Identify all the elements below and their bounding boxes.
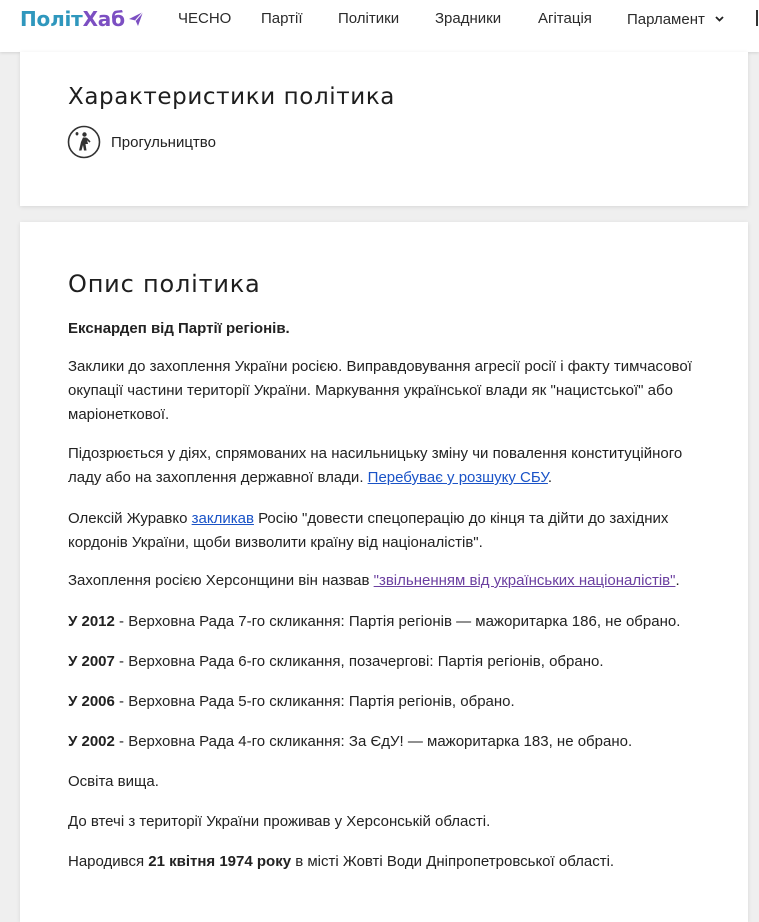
- nav-link-politicians[interactable]: Політики: [338, 10, 400, 27]
- description-paragraph-1: Заклики до захоплення України росією. Виправдовування агресії росії і факту тимчасової окупації частини території України. Маркування української влади як "нацистської" або маріонеткової.: [68, 358, 692, 423]
- nav-dropdown-parliament-label: Парламент: [627, 10, 705, 28]
- paper-plane-icon: [128, 11, 144, 27]
- career-entry-2002: [68, 730, 708, 754]
- nav-link-agitation[interactable]: Агітація: [538, 10, 592, 27]
- residence-text: До втечі з території України проживав у Херсонській області.: [68, 813, 491, 830]
- trait-item[interactable]: [67, 125, 216, 159]
- description-paragraph-4: [68, 569, 708, 593]
- birth-before: Народився: [68, 853, 149, 870]
- liberation-quote-link[interactable]: "звільненням від українських націоналістів": [373, 572, 676, 589]
- p3-before: Олексій Журавко: [68, 510, 192, 527]
- career-year: У 2007: [68, 653, 115, 670]
- career-entry-2012: [68, 610, 708, 634]
- nav-link-parties[interactable]: Партії: [261, 10, 303, 27]
- description-paragraph-3: [68, 507, 708, 555]
- career-entry-2006: [68, 690, 708, 714]
- description-intro: [68, 317, 708, 341]
- career-text: - Верховна Рада 4-го скликання: За ЄдУ! — мажоритарка 183, не обрано.: [114, 733, 633, 750]
- logo-text-part2: Хаб: [82, 7, 125, 31]
- birth-text: [68, 850, 708, 874]
- nav-overflow-edge: [756, 10, 758, 26]
- intro-text: Екснардеп від Партії регіонів.: [68, 320, 290, 337]
- chevron-down-icon: [715, 16, 724, 22]
- nav-link-chesno[interactable]: ЧЕСНО: [178, 10, 232, 27]
- traits-title: Характеристики політика: [68, 84, 396, 110]
- birth-date: 21 квітня 1974 року: [148, 853, 292, 870]
- career-text: - Верховна Рада 7-го скликання: Партія регіонів — мажоритарка 186, не обрано.: [114, 613, 681, 630]
- site-logo[interactable]: [20, 6, 144, 32]
- career-year: У 2006: [68, 693, 115, 710]
- birth-after: в місті Жовті Води Дніпропетровської області.: [291, 853, 615, 870]
- sbu-wanted-link[interactable]: Перебуває у розшуку СБУ: [367, 469, 548, 486]
- p4-before: Захоплення росією Херсонщини він назвав: [68, 572, 374, 589]
- p2-text: Підозрюється у діях, спрямованих на насильницьку зміну чи повалення конституційного ладу або на захоплення державної влади.: [68, 445, 683, 486]
- description-paragraph-2: [68, 442, 708, 490]
- nav-link-traitors[interactable]: Зрадники: [435, 10, 502, 27]
- top-navigation-bar: [0, 0, 759, 52]
- traits-card: [20, 52, 748, 206]
- career-text: - Верховна Рада 6-го скликання, позачергові: Партія регіонів, обрано.: [114, 653, 604, 670]
- career-entry-2007: [68, 650, 708, 674]
- truant-icon: [67, 125, 101, 159]
- career-year: У 2002: [68, 733, 115, 750]
- p4-after: .: [675, 572, 680, 589]
- education-text: Освіта вища.: [68, 773, 159, 790]
- career-text: - Верховна Рада 5-го скликання: Партія регіонів, обрано.: [114, 693, 515, 710]
- called-link[interactable]: закликав: [191, 510, 254, 527]
- nav-dropdown-parliament[interactable]: [627, 10, 724, 28]
- trait-label: Прогульництво: [111, 133, 216, 151]
- p2-after: .: [547, 469, 553, 486]
- description-title: Опис політика: [68, 270, 261, 298]
- logo-text-part1: Політ: [20, 7, 83, 31]
- career-year: У 2012: [68, 613, 115, 630]
- p3-after: Росію "довести спецоперацію до кінця та дійти до західних кордонів України, щоби визволити країну від націоналістів".: [68, 510, 669, 551]
- description-card: [20, 222, 748, 922]
